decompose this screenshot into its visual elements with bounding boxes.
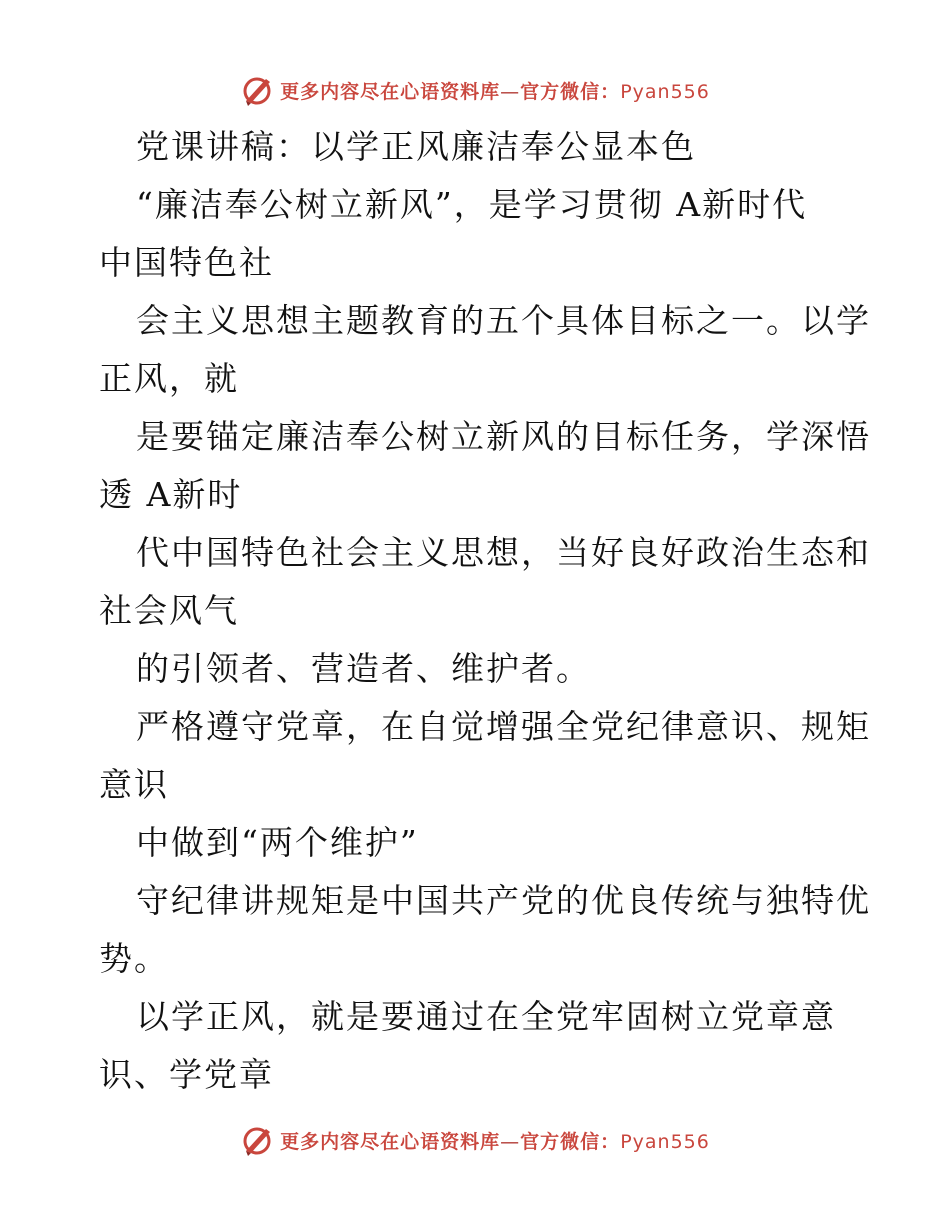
watermark-wechat-label: 官方微信： [520, 1130, 621, 1153]
text-line: 中国特色社 [99, 243, 274, 282]
text-line: 严格遵守党章，在自觉增强全党纪律意识、规矩 [136, 707, 871, 746]
text-line: 以学正风，就是要通过在全党牢固树立党章意 [136, 997, 836, 1036]
watermark-separator: — [500, 80, 521, 103]
pen-circle-logo-icon [240, 73, 274, 107]
text-line: 意识 [99, 765, 169, 804]
document-title: 党课讲稿：以学正风廉洁奉公显本色 [136, 127, 696, 166]
text-line: 会主义思想主题教育的五个具体目标之一。以学 [136, 301, 871, 340]
watermark-wechat-id: Pyan556 [620, 1130, 710, 1153]
text-line: “廉洁奉公树立新风”，是学习贯彻 A新时代 [136, 185, 808, 224]
text-line: 中做到“两个维护” [136, 823, 419, 862]
watermark-brand: 更多内容尽在心语资料库 [280, 1130, 501, 1153]
text-line: 势。 [99, 939, 169, 978]
watermark-wechat-id: Pyan556 [620, 80, 710, 103]
watermark-wechat-label: 官方微信： [520, 80, 621, 103]
text-line: 是要锚定廉洁奉公树立新风的目标任务，学深悟 [136, 417, 871, 456]
watermark-footer [0, 1120, 950, 1160]
text-line: 守纪律讲规矩是中国共产党的优良传统与独特优 [136, 881, 871, 920]
text-line: 的引领者、营造者、维护者。 [136, 649, 591, 688]
text-line: 社会风气 [99, 591, 239, 630]
watermark-text [280, 1127, 710, 1154]
pen-circle-logo-icon [240, 1123, 274, 1157]
document-body [99, 118, 871, 1104]
text-line: 透 A新时 [99, 475, 243, 514]
watermark-text [280, 77, 710, 104]
text-line: 识、学党章 [99, 1055, 274, 1094]
text-line: 代中国特色社会主义思想，当好良好政治生态和 [136, 533, 871, 572]
watermark-header [0, 70, 950, 110]
watermark-brand: 更多内容尽在心语资料库 [280, 80, 501, 103]
watermark-separator: — [500, 1130, 521, 1153]
text-line: 正风，就 [99, 359, 239, 398]
